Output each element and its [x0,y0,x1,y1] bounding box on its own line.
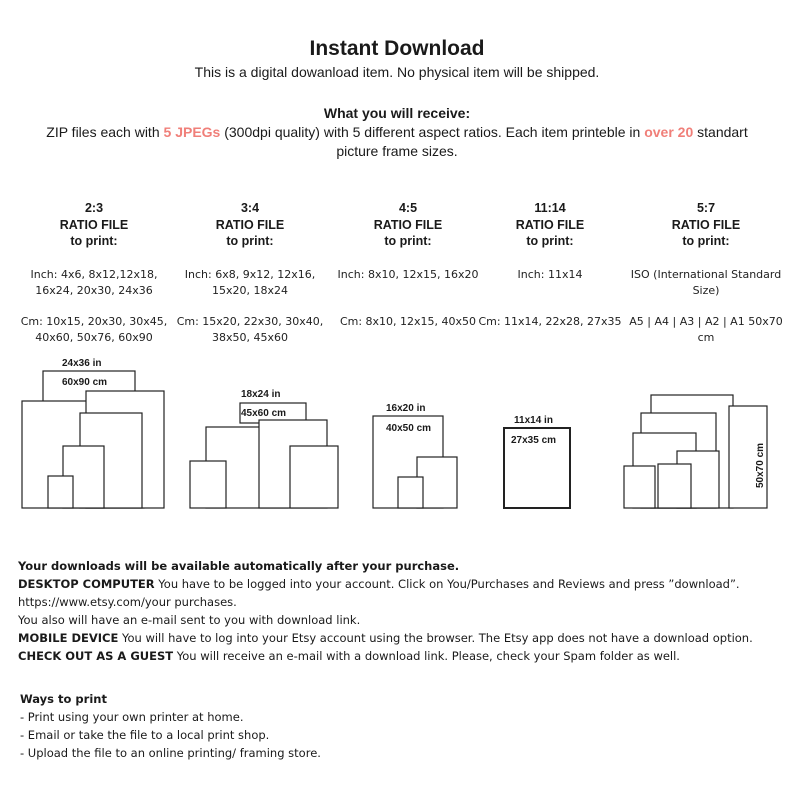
frame-rect [624,466,655,508]
highlight-over-20: over 20 [644,124,694,140]
mobile-text: You will have to log into your Etsy account using the browser. The Etsy app does not have a download option. [118,631,753,645]
ratio-sub: to print: [70,234,118,248]
mobile-instructions [18,629,788,647]
ratio-inch-sizes: Inch: 6x8, 9x12, 12x16, 15x20, 18x24 [184,268,316,297]
ratio-value: 5:7 [696,201,716,215]
ratio-sub: to print: [682,234,730,248]
ratio-inch-sizes: ISO (International Standard Size) [630,268,782,297]
size-label-inch: 18x24 in [241,389,281,400]
frames-5-7 [624,395,767,508]
purchases-url: https://www.etsy.com/your purchases. [18,595,237,609]
ratio-cm-sizes: Cm: 15x20, 22x30, 30x40, 38x50, 45x60 [176,315,324,344]
ratio-sub: to print: [226,234,274,248]
ways-to-print [20,690,321,762]
mobile-label: MOBILE DEVICE [18,631,119,645]
desktop-text: You have to be logged into your account. Click on You/Purchases and Reviews and press ”download”. [154,577,740,591]
ways-item: - Print using your own printer at home. [20,710,244,724]
frame-rect [398,477,423,508]
size-label-cm: 27x35 cm [511,435,557,446]
ratio-inch-sizes: Inch: 4x6, 8x12,12x18, 16x24, 20x30, 24x36 [30,268,158,297]
frame-rect [48,476,73,508]
size-label-inch: 24x36 in [62,358,102,369]
ways-item: - Email or take the file to a local print shop. [20,728,270,742]
highlight-jpegs: 5 JPEGs [163,124,221,140]
ways-title: Ways to print [20,692,107,706]
downloads-info [18,557,788,665]
ratio-cm-sizes: A5 | A4 | A3 | A2 | A1 50x70 cm [629,315,783,344]
frames-2-3 [22,371,164,508]
ratio-sub: to print: [526,234,574,248]
receive-heading: What you will receive: [323,105,471,121]
email-note: You also will have an e-mail sent to you with download link. [18,613,361,627]
size-label-cm: 60x90 cm [62,377,108,388]
ratio-inch-sizes: Inch: 11x14 [517,268,583,281]
page-subtitle: This is a digital dowanload item. No physical item will be shipped. [194,64,600,80]
frame-rect [190,461,226,508]
downloads-intro: Your downloads will be available automatically after your purchase. [18,559,460,573]
frame-rect [290,446,338,508]
receive-text-part2: (300dpi quality) with 5 different aspect ratios. Each item printeble in [220,124,645,140]
ratio-label: RATIO FILE [215,217,285,232]
guest-label: CHECK OUT AS A GUEST [18,649,174,663]
page-title: Instant Download [309,37,485,60]
ratio-cm-sizes: Cm: 10x15, 20x30, 30x45, 40x60, 50x76, 60x90 [20,315,168,344]
ratio-cm-sizes: Cm: 11x14, 22x28, 27x35 [478,315,622,328]
ratio-label: RATIO FILE [59,217,129,232]
guest-instructions [18,647,788,665]
size-label-cm: 45x60 cm [241,408,287,419]
ways-item: - Upload the file to an online printing/ framing store. [20,746,321,760]
size-label-cm-vertical: 50x70 cm [755,442,766,488]
guest-text: You will receive an e-mail with a download link. Please, check your Spam folder as well. [173,649,680,663]
ratio-inch-sizes: Inch: 8x10, 12x15, 16x20 [337,268,479,281]
size-label-inch: 11x14 in [514,415,553,426]
ratio-value: 4:5 [398,201,418,215]
size-label-inch: 16x20 in [386,403,426,414]
desktop-label: DESKTOP COMPUTER [18,577,155,591]
ratio-value: 3:4 [240,201,260,215]
ratio-cm-sizes: Cm: 8x10, 12x15, 40x50 [339,315,477,328]
desktop-instructions [18,575,788,593]
ratio-value: 11:14 [534,201,566,215]
size-label-cm: 40x50 cm [386,423,432,434]
ratio-label: RATIO FILE [373,217,443,232]
ratio-label: RATIO FILE [515,217,585,232]
receive-text-part3: standart picture frame sizes. [336,124,748,159]
ratio-label: RATIO FILE [671,217,741,232]
frame-rect [658,464,691,508]
ratio-sub: to print: [384,234,432,248]
ratio-value: 2:3 [84,201,104,215]
receive-text-part1: ZIP files each with [46,124,164,140]
